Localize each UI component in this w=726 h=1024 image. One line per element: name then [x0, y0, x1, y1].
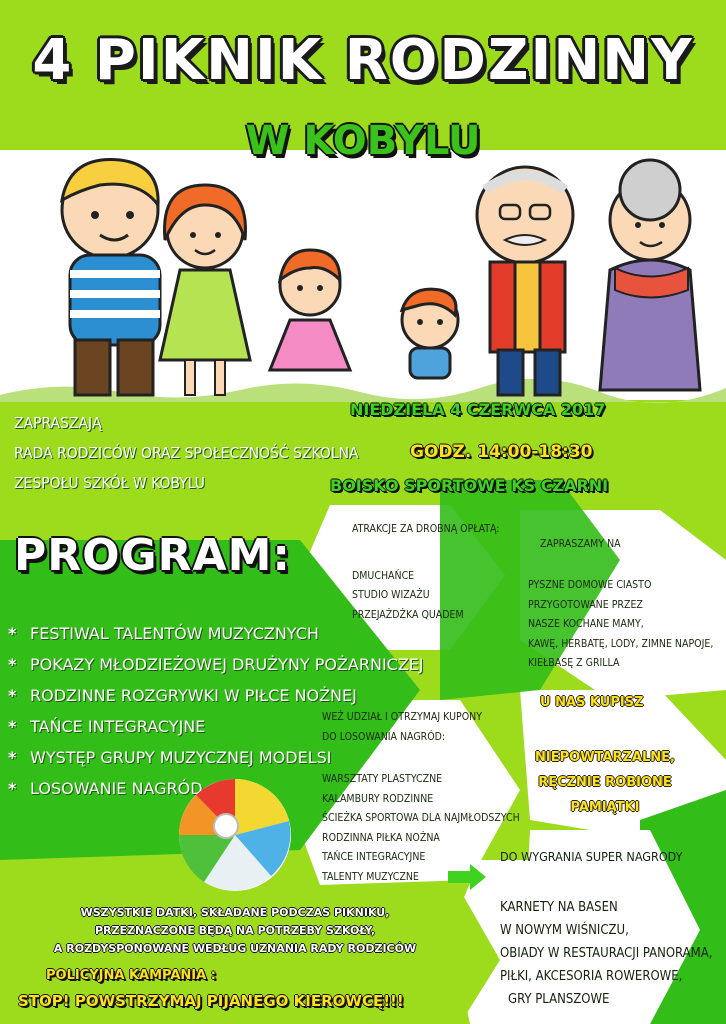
program-item: * FESTIWAL TALENTÓW MUZYCZNYCH — [8, 624, 319, 643]
prize-line: PIŁKI, AKCESORIA ROWEROWE, — [500, 969, 683, 984]
food-lines — [528, 576, 713, 674]
prizes-lines — [500, 896, 712, 1011]
poster-title: 4 PIKNIK RODZINNY — [32, 28, 694, 93]
coupon-item: ŚCIEŻKA SPORTOWA DLA NAJMŁODSZYCH — [322, 812, 520, 824]
footer-note — [0, 904, 470, 958]
poster-subtitle: W KOBYLU — [245, 118, 481, 164]
coupon-item: RODZINNA PIŁKA NOŻNA — [322, 831, 440, 844]
prizes-heading: DO WYGRANIA SUPER NAGRODY — [500, 849, 683, 864]
coupon-item: TAŃCE INTEGRACYJNE — [322, 851, 426, 863]
invite-line-1: ZAPRASZAJĄ — [14, 414, 102, 432]
paid-item: PRZEJAŻDŻKA QUADEM — [352, 608, 464, 621]
beach-ball-icon — [176, 776, 294, 894]
boy-figure — [402, 289, 458, 378]
coupons-heading: DO LOSOWANIA NAGRÓD: — [322, 730, 446, 743]
mother-figure — [160, 185, 250, 395]
program-item: * POKAZY MŁODZIEŻOWEJ DRUŻYNY POŻARNICZEJ — [8, 655, 424, 674]
paid-heading: ATRAKCJE ZA DROBNĄ OPŁATĄ: — [352, 523, 500, 535]
grandmother-figure — [600, 160, 700, 390]
program-item: * RODZINNE ROZGRYWKI W PIŁCE NOŻNEJ — [8, 686, 357, 705]
coupon-item: WARSZTATY PLASTYCZNE — [322, 773, 443, 785]
invite-line-3: ZESPOŁU SZKÓŁ W KOBYLU — [14, 474, 205, 492]
invite-block — [14, 408, 359, 498]
girl-figure — [270, 250, 350, 370]
food-block — [540, 535, 621, 555]
invite-line-2: RADA RODZICÓW ORAZ SPOŁECZNOŚĆ SZKOLNA — [14, 444, 359, 462]
footer-line: A ROZDYSPONOWANE WEDŁUG UZNANIA RADY RODZICÓW — [53, 942, 417, 955]
food-line: NASZE KOCHANE MAMY, — [528, 618, 644, 630]
campaign-title: POLICYJNA KAMPANIA : — [46, 968, 216, 983]
coupon-item: TALENTY MUZYCZNE — [322, 870, 419, 883]
food-line: KAWĘ, HERBATĘ, LODY, ZIMNE NAPOJE, — [528, 637, 714, 650]
food-line: KIEŁBASĘ Z GRILLA — [528, 657, 620, 669]
program-item: * TAŃCE INTEGRACYJNE — [8, 717, 206, 736]
paid-item: STUDIO WIZAŻU — [352, 589, 430, 601]
paid-item: DMUCHAŃCE — [352, 569, 415, 582]
shop-line: PAMIĄTKI — [570, 800, 640, 815]
grandfather-figure — [477, 167, 573, 395]
program-item: * LOSOWANIE NAGRÓD — [8, 779, 203, 798]
campaign-text: STOP! POWSTRZYMAJ PIJANEGO KIEROWCĘ!!! — [18, 992, 404, 1010]
prize-line: GRY PLANSZOWE — [508, 992, 610, 1007]
food-line: PYSZNE DOMOWE CIASTO — [528, 579, 652, 591]
arrow-right-icon — [448, 862, 488, 892]
coupon-item: KALAMBURY RODZINNE — [322, 792, 434, 805]
event-place: BOISKO SPORTOWE KS CZARNI — [330, 476, 609, 495]
food-line: PRZYGOTOWANE PRZEZ — [528, 598, 643, 611]
shop-line: NIEPOWTARZALNE, — [535, 750, 675, 765]
footer-line: WSZYSTKIE DATKI, SKŁADANE PODCZAS PIKNIKU, — [80, 906, 390, 919]
food-heading: ZAPRASZAMY NA — [540, 538, 621, 550]
event-date: NIEDZIELA 4 CZERWCA 2017 — [350, 400, 606, 419]
family-illustration — [0, 150, 726, 400]
paid-attractions — [352, 520, 500, 625]
program-item: * WYSTĘP GRUPY MUZYCZNEJ MODELSI — [8, 748, 332, 767]
father-figure — [62, 160, 160, 396]
program-heading: PROGRAM: — [14, 530, 291, 581]
shop-lines — [530, 745, 680, 820]
coupons-heading: WEŹ UDZIAŁ I OTRZYMAJ KUPONY — [322, 711, 482, 723]
shop-line: RĘCZNIE ROBIONE — [538, 775, 672, 790]
event-time: GODZ. 14:00-18:30 — [410, 442, 593, 462]
footer-line: PRZEZNACZONE BĘDĄ NA POTRZEBY SZKOŁY, — [95, 924, 375, 937]
prize-line: W NOWYM WIŚNICZU, — [500, 923, 629, 938]
coupons-block — [322, 708, 482, 747]
shop-heading: U NAS KUPISZ — [540, 695, 644, 710]
coupons-list — [322, 770, 520, 887]
prize-line: OBIADY W RESTAURACJI PANORAMA, — [500, 946, 713, 961]
prize-line: KARNETY NA BASEN — [500, 900, 618, 915]
